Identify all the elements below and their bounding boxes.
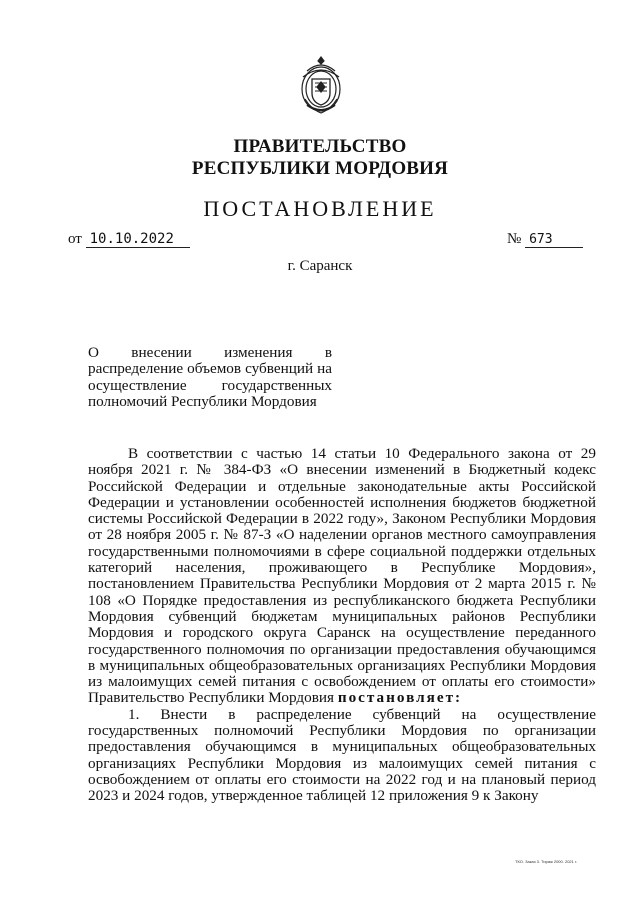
date-value: 10.10.2022 <box>86 231 190 248</box>
paragraph-text: В соответствии с частью 14 статьи 10 Федерального закона от 29 ноября 2021 г. № 384-ФЗ «О внесении изменений в Бюджетный кодекс Российской Федерации и отдельные законодательные акты Российской Федерации и установлении особенностей исполнения бюджетов бюджетной системы Российской Федерации в 2022 году», Законом Республики Мордовия от 28 ноября 2005 г. № 87-З «О наделении органов местного самоуправления государственными полномочиями в сфере социальной поддержки отдельных категорий населения, проживающего в Республике Мордовия», постановлением Правительства Республики Мордовия от 2 марта 2015 г. № 108 «О Порядке предоставления из республиканского бюджета Республики Мордовия субвенций бюджетам муниципальных районов Республики Мордовия и городского округа Саранск на осуществление переданного государственного полномочия по организации предоставления обучающимся в муниципальных общеобразовательных организациях Республики Мордовия из малоимущих семей питания с освобождением от оплаты его стоимости» Правительство Республики Мордовия <box>88 445 596 707</box>
body-paragraph: 1. Внести в распределение субвенций на осуществление государственных полномочий Республики Мордовия по организации предоставления обучающимся в муниципальных общеобразовательных организациях Республики Мордовия из малоимущих семей питания с освобождением от оплаты его стоимости на 2022 год и на плановый период 2023 и 2024 годов, утвержденное таблицей 12 приложения 9 к Закону <box>88 705 596 805</box>
number-value: 673 <box>525 232 582 248</box>
body-paragraph <box>88 446 596 707</box>
org-name-line1: ПРАВИТЕЛЬСТВО <box>233 136 407 157</box>
document-type: ПОСТАНОВЛЕНИЕ <box>203 196 437 221</box>
date-line <box>68 231 190 248</box>
document-body <box>88 446 596 805</box>
resolution-word: постановляет: <box>337 689 463 707</box>
document-subject: О внесении изменения в распределение объемов субвенций на осуществление государственных полномочий Республики Мордовия <box>88 344 332 411</box>
date-prefix: от <box>68 231 82 247</box>
number-line <box>507 231 583 248</box>
city: г. Саранск <box>287 258 353 274</box>
coat-of-arms-emblem <box>297 55 345 117</box>
print-mark: ТКО. Заказ 3. Тираж 2000. 2021 г. <box>515 859 578 864</box>
org-name-line2: РЕСПУБЛИКИ МОРДОВИЯ <box>191 158 449 179</box>
number-prefix: № <box>507 231 522 247</box>
